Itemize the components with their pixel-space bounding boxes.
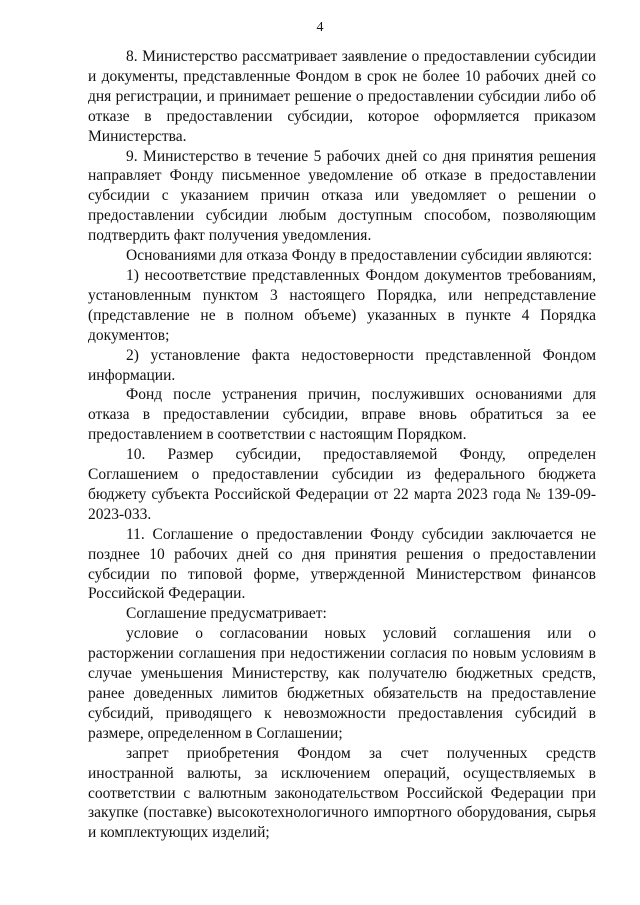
reapplication-paragraph: Фонд после устранения причин, послуживших основаниями для отказа в предоставлении субсидии, вправе вновь обратиться за ее предоставлением в соответствии с настоящим Порядком. [88, 386, 596, 444]
agreement-provisions-intro: Соглашение предусматривает: [126, 605, 327, 623]
document-body [88, 47, 596, 843]
paragraph-item-11: 11. Соглашение о предоставлении Фонду субсидии заключается не позднее 10 рабочих дней со дня принятия решения о предоставлении субсидии по типовой форме, утвержденной Министерством финансов Российской Федерации. [88, 525, 596, 603]
refusal-ground-1: 1) несоответствие представленных Фондом документов требованиям, установленным пунктом 3 настоящего Порядка, или непредставление (представление не в полном объеме) указанных в пункте 4 Порядка документов; [88, 266, 596, 344]
paragraph-item-8: 8. Министерство рассматривает заявление о предоставлении субсидии и документы, представленные Фондом в срок не более 10 рабочих дней со дня регистрации, и принимает решение о предоставлении субсидии либо об отказе в предоставлении субсидии, которое оформляется приказом Министерства. [88, 48, 596, 145]
refusal-grounds-intro: Основаниями для отказа Фонду в предоставлении субсидии являются: [126, 247, 593, 265]
paragraph-item-9: 9. Министерство в течение 5 рабочих дней со дня принятия решения направляет Фонду письменное уведомление об отказе в предоставлении субсидии с указанием причин отказа или уведомляет о решении о предоставлении субсидии любым доступным способом, позволяющим подтвердить факт получения уведомления. [88, 147, 596, 245]
agreement-provision-currency-ban: запрет приобретения Фондом за счет полученных средств иностранной валюты, за исключением операций, осуществляемых в соответствии с валютным законодательством Российской Федерации при закупке (поставке) высокотехнологичного импортного оборудования, сырья и комплектующих изделий; [88, 744, 596, 842]
refusal-ground-2: 2) установление факта недостоверности представленной Фондом информации. [88, 346, 596, 384]
page-number: 4 [316, 20, 324, 35]
agreement-provision-renegotiation: условие о согласовании новых условий соглашения или о расторжении соглашения при недостижении согласия по новым условиям в случае уменьшения Министерству, как получателю бюджетных средств, ранее доведенных лимитов бюджетных обязательств на предоставление субсидий, приводящего к невозможности предоставления субсидий в размере, определенном в Соглашении; [88, 625, 596, 742]
paragraph-item-10: 10. Размер субсидии, предоставляемой Фонду, определен Соглашением о предоставлении субсидии из федерального бюджета бюджету субъекта Российской Федерации от 22 марта 2023 года № 139-09-2023-033. [88, 446, 596, 523]
